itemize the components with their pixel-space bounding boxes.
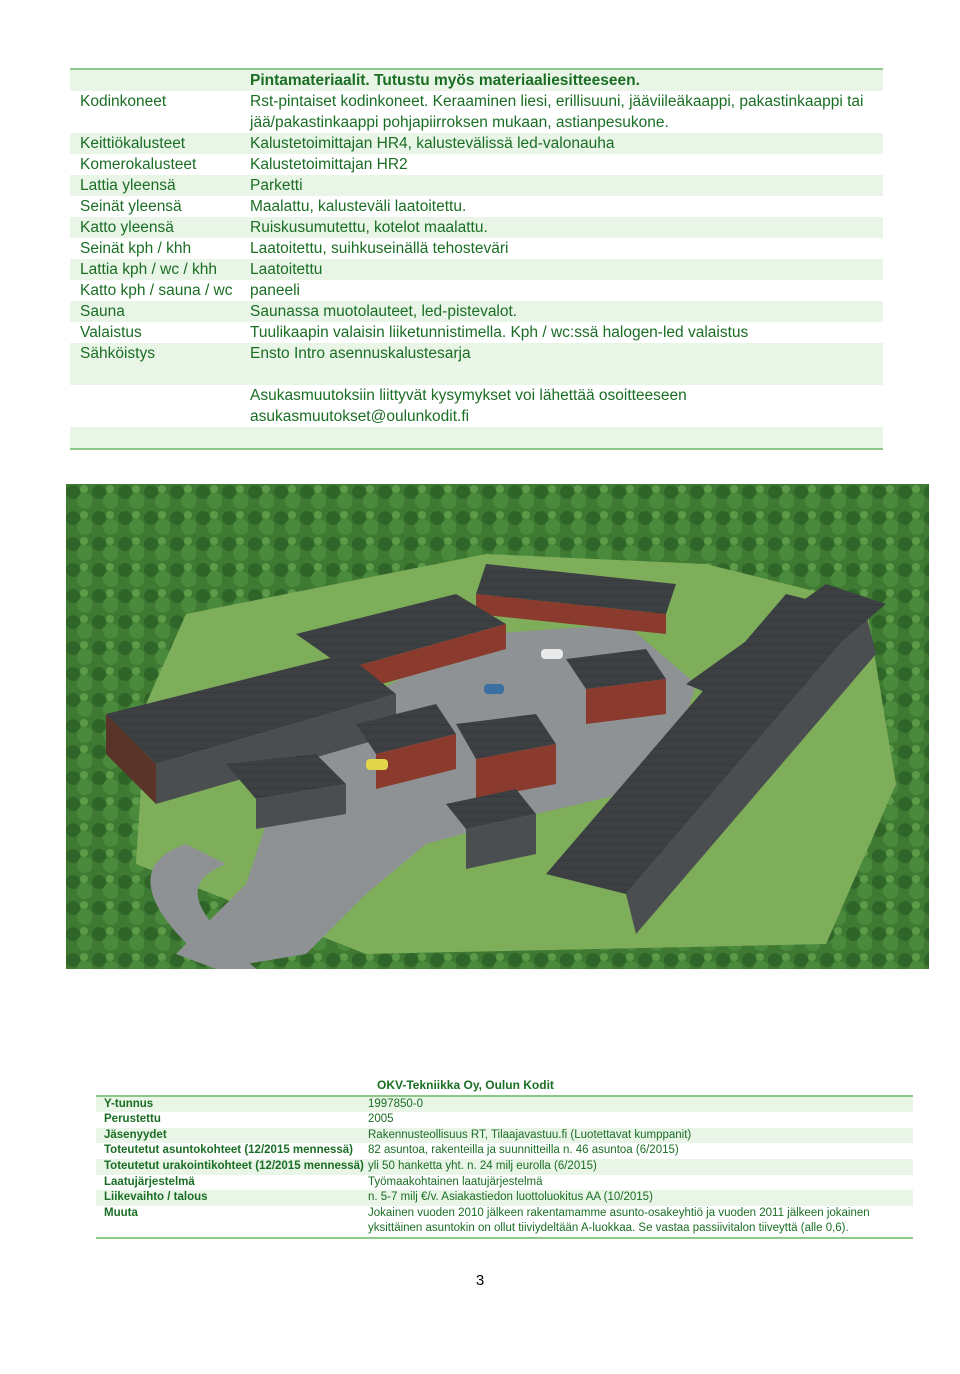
spec-label: Komerokalusteet — [80, 156, 197, 173]
company-row — [96, 1190, 913, 1206]
spacer-row — [70, 427, 883, 448]
company-key: Jäsenyydet — [104, 1128, 167, 1141]
company-info-table — [96, 1078, 913, 1239]
company-row — [96, 1159, 913, 1175]
contact-text: Asukasmuutoksiin liittyvät kysymykset voi lähettää osoitteeseen — [250, 387, 687, 404]
spec-value: Saunassa muotolauteet, led-pistevalot. — [250, 303, 518, 320]
company-value: n. 5-7 milj €/v. Asiakastiedon luottoluokitus AA (10/2015) — [368, 1191, 653, 1204]
company-key: Muuta — [104, 1206, 138, 1219]
spec-row — [70, 217, 883, 238]
contact-row — [70, 385, 883, 427]
company-value: yli 50 hanketta yht. n. 24 milj eurolla (6/2015) — [368, 1159, 597, 1172]
spec-row — [70, 301, 883, 322]
contact-email[interactable]: asukasmuutokset@oulunkodit.fi — [250, 408, 470, 425]
housing-area-illustration — [66, 484, 929, 969]
spec-header-row — [70, 70, 883, 91]
company-value: Työmaakohtainen laatujärjestelmä — [368, 1175, 543, 1188]
company-key: Y-tunnus — [104, 1097, 154, 1110]
spec-value: Parketti — [250, 177, 303, 194]
company-value: Rakennusteollisuus RT, Tilaajavastuu.fi (Luotettavat kumppanit) — [368, 1128, 692, 1141]
spec-row — [70, 343, 883, 364]
company-row — [96, 1175, 913, 1191]
car — [541, 649, 563, 659]
spec-row — [70, 91, 883, 133]
company-key: Toteutetut urakointikohteet (12/2015 mennessä) — [104, 1159, 364, 1172]
company-value: 2005 — [368, 1113, 394, 1126]
page-number: 3 — [475, 1272, 485, 1289]
spec-row — [70, 154, 883, 175]
spacer-row — [70, 364, 883, 385]
spec-header: Pintamateriaalit. Tutustu myös materiaaliesitteeseen. — [250, 72, 640, 89]
spec-label: Lattia kph / wc / khh — [80, 261, 217, 278]
spec-row — [70, 280, 883, 301]
spec-row — [70, 322, 883, 343]
spec-label: Keittiökalusteet — [80, 135, 186, 152]
spec-row — [70, 196, 883, 217]
company-row — [96, 1128, 913, 1144]
company-title: OKV-Tekniikka Oy, Oulun Kodit — [96, 1078, 913, 1097]
company-key: Liikevaihto / talous — [104, 1191, 208, 1204]
spec-label: Katto kph / sauna / wc — [80, 282, 233, 299]
company-row — [96, 1112, 913, 1128]
spec-row — [70, 133, 883, 154]
spec-label: Seinät yleensä — [80, 198, 182, 215]
spec-label: Kodinkoneet — [80, 93, 167, 110]
company-key: Toteutetut asuntokohteet (12/2015 mennessä) — [104, 1144, 354, 1157]
spec-label: Sauna — [80, 303, 125, 320]
spec-label: Katto yleensä — [80, 219, 174, 236]
company-key: Perustettu — [104, 1113, 161, 1126]
company-row — [96, 1097, 913, 1113]
company-row — [96, 1143, 913, 1159]
company-value: Jokainen vuoden 2010 jälkeen rakentamamme asunto-osakeyhtiö ja vuoden 2011 jälkeen jokainen yksittäinen asuntokin on ollut tiiviydeltään A-luokkaa. Se vastaa passiivitalon tiiveyttä (alle 0,6). — [368, 1206, 870, 1235]
company-value: 1997850-0 — [368, 1097, 423, 1110]
spec-row — [70, 175, 883, 196]
spec-value: Kalustetoimittajan HR4, kalustevälissä led-valonauha — [250, 135, 615, 152]
spec-label: Sähköistys — [80, 345, 155, 362]
spec-row — [70, 259, 883, 280]
company-row — [96, 1206, 913, 1237]
aerial-rendering-image — [66, 484, 929, 969]
spec-value: paneeli — [250, 282, 300, 299]
spec-value: Laatoitettu, suihkuseinällä tehosteväri — [250, 240, 509, 257]
spec-value: Laatoitettu — [250, 261, 323, 278]
spec-label: Seinät kph / khh — [80, 240, 192, 257]
spec-value: Rst-pintaiset kodinkoneet. Keraaminen liesi, erillisuuni, jääviileäkaappi, pakastinkaappi tai jää/pakastinkaappi pohjapiirroksen mukaan, astianpesukone. — [250, 93, 864, 131]
spec-value: Kalustetoimittajan HR2 — [250, 156, 408, 173]
spec-value: Ensto Intro asennuskalustesarja — [250, 345, 471, 362]
company-value: 82 asuntoa, rakenteilla ja suunnitteilla n. 46 asuntoa (6/2015) — [368, 1144, 679, 1157]
spec-label: Valaistus — [80, 324, 142, 341]
specification-table — [70, 68, 883, 450]
spec-label: Lattia yleensä — [80, 177, 176, 194]
spec-value: Maalattu, kalusteväli laatoitettu. — [250, 198, 467, 215]
company-key: Laatujärjestelmä — [104, 1175, 195, 1188]
car — [366, 759, 388, 770]
car — [484, 684, 504, 694]
spec-value: Tuulikaapin valaisin liiketunnistimella. Kph / wc:ssä halogen-led valaistus — [250, 324, 749, 341]
spec-value: Ruiskusumutettu, kotelot maalattu. — [250, 219, 488, 236]
spec-row — [70, 238, 883, 259]
